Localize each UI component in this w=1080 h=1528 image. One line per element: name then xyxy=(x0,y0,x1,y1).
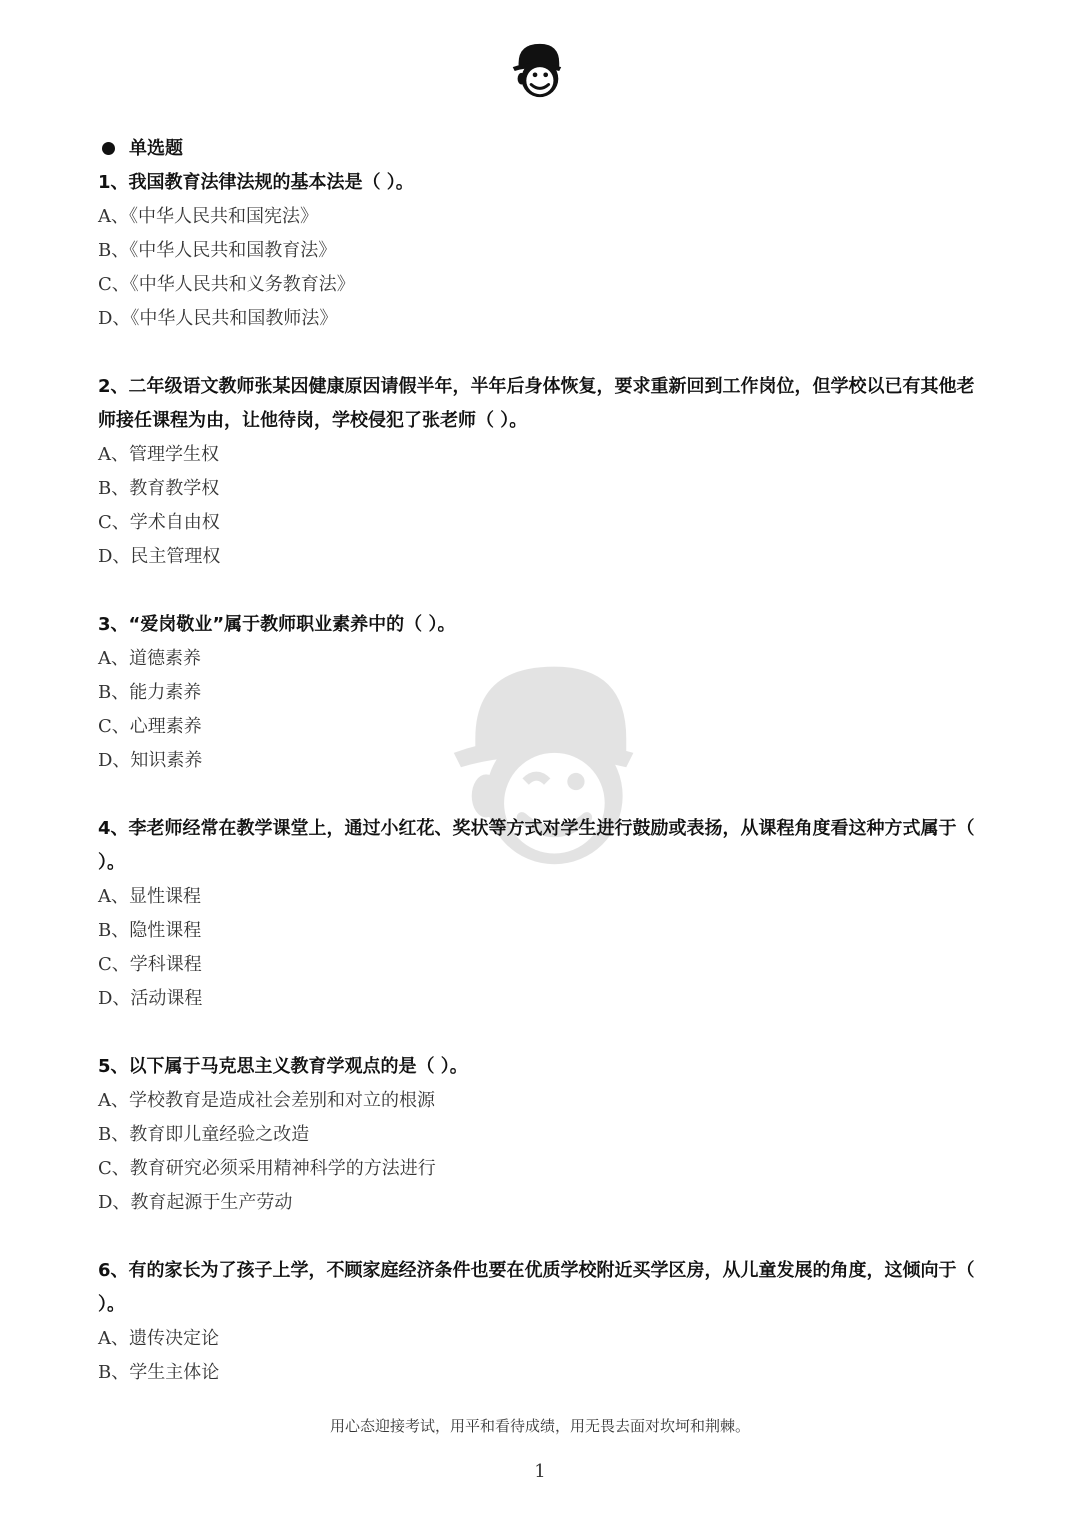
option-b: B、隐性课程 xyxy=(98,920,202,941)
option-a: A、显性课程 xyxy=(98,886,201,907)
page-number: 1 xyxy=(534,1461,546,1482)
question-stem: 6、有的家长为了孩子上学，不顾家庭经济条件也要在优质学校附近买学区房，从儿童发展的角度，这倾向于（ ）。 xyxy=(98,1260,975,1315)
question-1 xyxy=(98,166,988,336)
option-d: D、教育起源于生产劳动 xyxy=(98,1192,293,1213)
option-c: C、《中华人民共和义务教育法》 xyxy=(98,274,355,295)
footer-motto: 用心态迎接考试，用平和看待成绩，用无畏去面对坎坷和荆棘。 xyxy=(329,1417,750,1435)
option-b: B、能力素养 xyxy=(98,682,202,703)
option-b: B、教育即儿童经验之改造 xyxy=(98,1124,310,1145)
option-d: D、知识素养 xyxy=(98,750,203,771)
option-b: B、《中华人民共和国教育法》 xyxy=(98,240,337,261)
monkey-mascot-icon xyxy=(505,38,567,100)
question-list xyxy=(98,132,988,1424)
option-c: C、学科课程 xyxy=(98,954,202,975)
question-stem: 4、李老师经常在教学课堂上，通过小红花、奖状等方式对学生进行鼓励或表扬，从课程角度看这种方式属于（ ）。 xyxy=(98,818,975,873)
option-a: A、遗传决定论 xyxy=(98,1328,219,1349)
question-4 xyxy=(98,812,988,1016)
option-b: B、学生主体论 xyxy=(98,1362,220,1383)
option-c: C、学术自由权 xyxy=(98,512,220,533)
option-a: A、道德素养 xyxy=(98,648,201,669)
question-5 xyxy=(98,1050,988,1220)
option-d: D、《中华人民共和国教师法》 xyxy=(98,308,338,329)
section-title: 单选题 xyxy=(129,138,183,159)
question-6 xyxy=(98,1254,988,1390)
option-d: D、民主管理权 xyxy=(98,546,221,567)
option-d: D、活动课程 xyxy=(98,988,203,1009)
question-stem: 1、我国教育法律法规的基本法是（ ）。 xyxy=(98,172,414,193)
option-a: A、学校教育是造成社会差别和对立的根源 xyxy=(98,1090,435,1111)
question-stem: 3、“爱岗敬业”属于教师职业素养中的（ ）。 xyxy=(98,614,456,635)
option-a: A、管理学生权 xyxy=(98,444,219,465)
question-3 xyxy=(98,608,988,778)
question-stem: 5、以下属于马克思主义教育学观点的是（ ）。 xyxy=(98,1056,468,1077)
option-c: C、教育研究必须采用精神科学的方法进行 xyxy=(98,1158,436,1179)
option-b: B、教育教学权 xyxy=(98,478,220,499)
section-heading xyxy=(98,132,988,166)
option-a: A、《中华人民共和国宪法》 xyxy=(98,206,318,227)
question-stem: 2、二年级语文教师张某因健康原因请假半年，半年后身体恢复，要求重新回到工作岗位，但学校以已有其他老师接任课程为由，让他待岗，学校侵犯了张老师（ ）。 xyxy=(98,376,975,431)
option-c: C、心理素养 xyxy=(98,716,202,737)
bullet-icon xyxy=(102,142,115,155)
question-2 xyxy=(98,370,988,574)
